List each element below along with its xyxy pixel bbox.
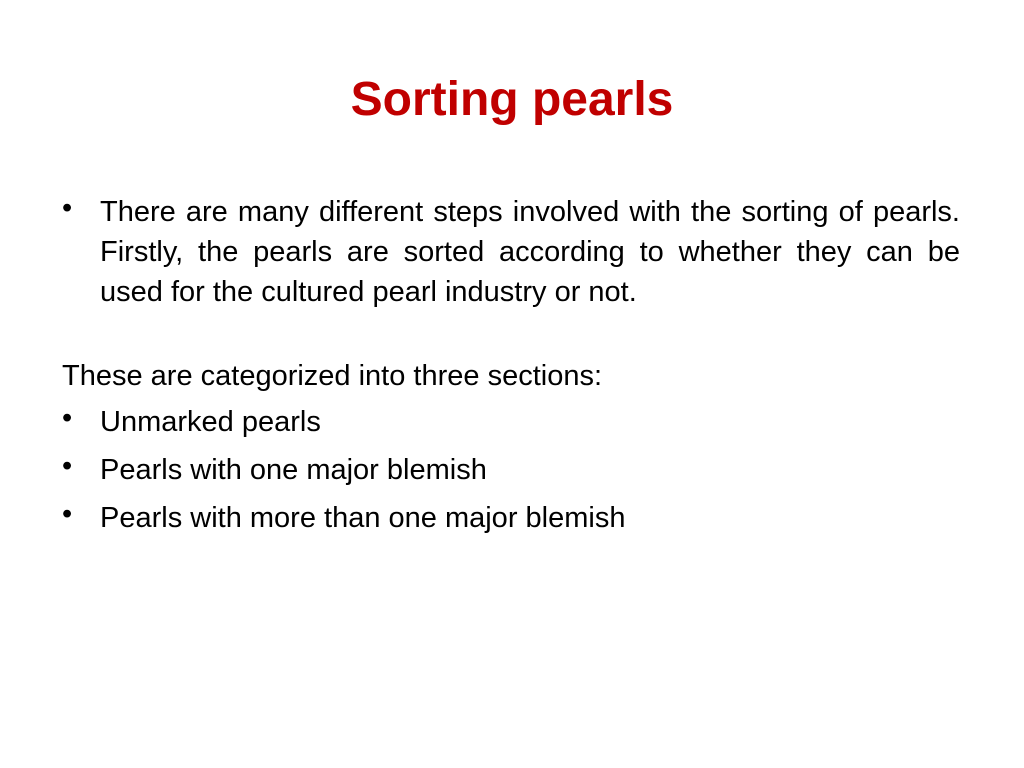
category-label: Pearls with one major blemish — [100, 454, 487, 486]
bullet-icon: • — [62, 498, 73, 530]
category-label: Unmarked pearls — [100, 406, 321, 438]
category-item-one-blemish — [62, 446, 960, 494]
spacer — [62, 312, 960, 354]
intro-bullet-text: There are many different steps involved with the sorting of pearls. Firstly, the pearls are sorted according to whether they can be used for the cultured pearl industry or not. — [100, 196, 960, 308]
slide-title: Sorting pearls — [350, 73, 674, 126]
bullet-icon: • — [62, 192, 73, 224]
category-label: Pearls with more than one major blemish — [100, 502, 626, 534]
bullet-icon: • — [62, 450, 73, 482]
slide-body — [62, 192, 960, 542]
bullet-icon: • — [62, 402, 73, 434]
category-item-unmarked — [62, 398, 960, 446]
category-item-multiple-blemishes — [62, 494, 960, 542]
intro-bullet-item — [62, 192, 960, 312]
categories-heading: These are categorized into three sections: — [62, 360, 603, 392]
